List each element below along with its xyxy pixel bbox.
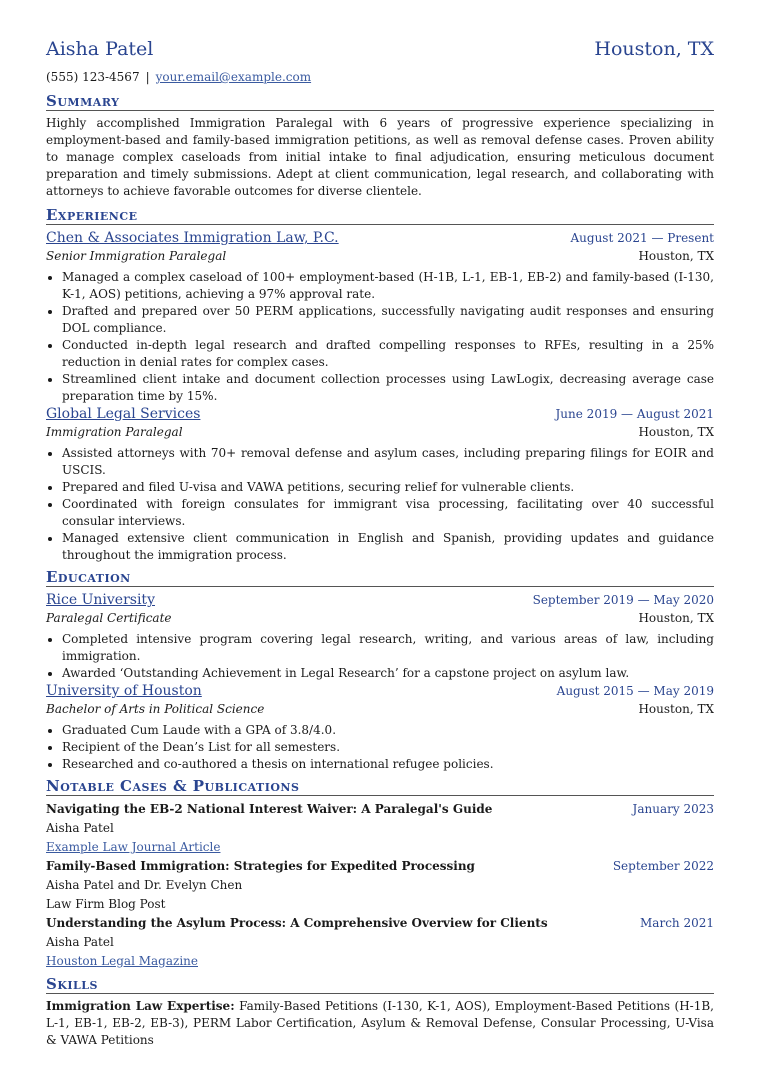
publication-title: Understanding the Asylum Process: A Comprehensive Overview for Clients <box>46 916 548 930</box>
education-list <box>46 591 714 773</box>
job-entry <box>46 229 714 405</box>
job-dates: June 2019 — August 2021 <box>555 407 714 421</box>
resume-page <box>46 38 714 1049</box>
contact-separator: | <box>145 70 150 84</box>
job-bullets <box>46 269 714 405</box>
publications-list <box>46 800 714 971</box>
skills-heading: Skills <box>46 975 714 994</box>
school-bullet: • Graduated Cum Laude with a GPA of 3.8/4.0. <box>62 722 714 739</box>
publication-venue-link[interactable]: Example Law Journal Article <box>46 840 221 854</box>
experience-heading: Experience <box>46 206 714 225</box>
publication-venue: Law Firm Blog Post <box>46 897 166 911</box>
publication-header <box>46 800 714 819</box>
publication-header <box>46 914 714 933</box>
job-bullet: • Prepared and filed U-visa and VAWA petitions, securing relief for vulnerable clients. <box>62 479 714 496</box>
job-entry <box>46 405 714 564</box>
publication-venue <box>46 838 714 857</box>
school-entry-subheader <box>46 700 714 718</box>
publication-venue <box>46 952 714 971</box>
publication-title: Navigating the EB-2 National Interest Waiver: A Paralegal's Guide <box>46 802 493 816</box>
job-bullet: • Managed extensive client communication in English and Spanish, providing updates and guidance throughout the immigration process. <box>62 530 714 564</box>
job-role: Immigration Paralegal <box>46 425 183 439</box>
publication-authors: Aisha Patel and Dr. Evelyn Chen <box>46 878 243 892</box>
job-entry-subheader <box>46 247 714 265</box>
publication-item <box>46 857 714 914</box>
school-bullet: • Completed intensive program covering legal research, writing, and various areas of law, including immigration. <box>62 631 714 665</box>
publication-date: March 2021 <box>640 916 714 930</box>
phone-number: (555) 123-4567 <box>46 70 140 84</box>
skills-label: Immigration Law Expertise: <box>46 999 235 1013</box>
school-location: Houston, TX <box>638 702 714 716</box>
job-bullet: • Assisted attorneys with 70+ removal defense and asylum cases, including preparing filings for EOIR and USCIS. <box>62 445 714 479</box>
publication-authors: Aisha Patel <box>46 821 114 835</box>
publications-heading: Notable Cases & Publications <box>46 777 714 796</box>
job-org-link[interactable]: Chen & Associates Immigration Law, P.C. <box>46 230 339 246</box>
job-org-link[interactable]: Global Legal Services <box>46 406 201 422</box>
publication-authors: Aisha Patel <box>46 935 114 949</box>
school-org-link[interactable]: University of Houston <box>46 683 202 699</box>
school-bullet: • Recipient of the Dean’s List for all semesters. <box>62 739 714 756</box>
summary-heading: Summary <box>46 92 714 111</box>
candidate-location: Houston, TX <box>594 38 714 60</box>
skills-list: Family-Based Petitions (I-130, K-1, AOS), Employment-Based Petitions (H-1B, L-1, EB-1, EB-2, EB-3), PERM Labor Certification, Asylum & Removal Defense, Consular Processing, U-Visa & VAWA Petitions <box>46 999 714 1047</box>
education-heading: Education <box>46 568 714 587</box>
job-bullet: • Conducted in-depth legal research and drafted compelling responses to RFEs, resulting in a 25% reduction in denial rates for complex cases. <box>62 337 714 371</box>
school-role: Bachelor of Arts in Political Science <box>46 702 265 716</box>
job-location: Houston, TX <box>638 425 714 439</box>
candidate-name: Aisha Patel <box>46 38 154 60</box>
school-location: Houston, TX <box>638 611 714 625</box>
school-dates: September 2019 — May 2020 <box>532 593 714 607</box>
school-entry-header <box>46 682 714 700</box>
experience-list <box>46 229 714 564</box>
job-bullets <box>46 445 714 564</box>
school-entry-header <box>46 591 714 609</box>
job-bullet: • Coordinated with foreign consulates for immigrant visa processing, facilitating over 40 successful consular interviews. <box>62 496 714 530</box>
job-entry-header <box>46 405 714 423</box>
resume-header <box>46 38 714 66</box>
school-dates: August 2015 — May 2019 <box>556 684 714 698</box>
job-role: Senior Immigration Paralegal <box>46 249 227 263</box>
publication-title: Family-Based Immigration: Strategies for Expedited Processing <box>46 859 475 873</box>
school-bullet: • Awarded ‘Outstanding Achievement in Legal Research’ for a capstone project on asylum law. <box>62 665 714 682</box>
summary-text: Highly accomplished Immigration Paralegal with 6 years of progressive experience specializing in employment-based and family-based immigration petitions, as well as removal defense cases. Proven ability to manage complex caseloads from initial intake to final adjudication, ensuring meticulous document preparation and timely submissions. Adept at client communication, legal research, and collaborating with attorneys to achieve favorable outcomes for diverse clientele. <box>46 116 714 198</box>
school-entry <box>46 591 714 682</box>
school-entry <box>46 682 714 773</box>
school-bullet: • Researched and co-authored a thesis on international refugee policies. <box>62 756 714 773</box>
skills-text <box>46 998 714 1049</box>
publication-date: January 2023 <box>632 802 714 816</box>
publication-item <box>46 914 714 971</box>
school-bullets <box>46 631 714 682</box>
job-dates: August 2021 — Present <box>570 231 714 245</box>
publication-date: September 2022 <box>612 859 714 873</box>
school-entry-subheader <box>46 609 714 627</box>
job-bullet: • Drafted and prepared over 50 PERM applications, successfully navigating audit responses and ensuring DOL compliance. <box>62 303 714 337</box>
school-org-link[interactable]: Rice University <box>46 592 155 608</box>
publication-item <box>46 800 714 857</box>
job-entry-subheader <box>46 423 714 441</box>
school-role: Paralegal Certificate <box>46 611 172 625</box>
contact-line <box>46 68 714 86</box>
publication-venue-link[interactable]: Houston Legal Magazine <box>46 954 198 968</box>
job-entry-header <box>46 229 714 247</box>
job-location: Houston, TX <box>638 249 714 263</box>
job-bullet: • Streamlined client intake and document collection processes using LawLogix, decreasing average case preparation time by 15%. <box>62 371 714 405</box>
job-bullet: • Managed a complex caseload of 100+ employment-based (H-1B, L-1, EB-1, EB-2) and family-based (I-130, K-1, AOS) petitions, achieving a 97% approval rate. <box>62 269 714 303</box>
school-bullets <box>46 722 714 773</box>
email-link[interactable]: your.email@example.com <box>155 70 312 84</box>
publication-header <box>46 857 714 876</box>
